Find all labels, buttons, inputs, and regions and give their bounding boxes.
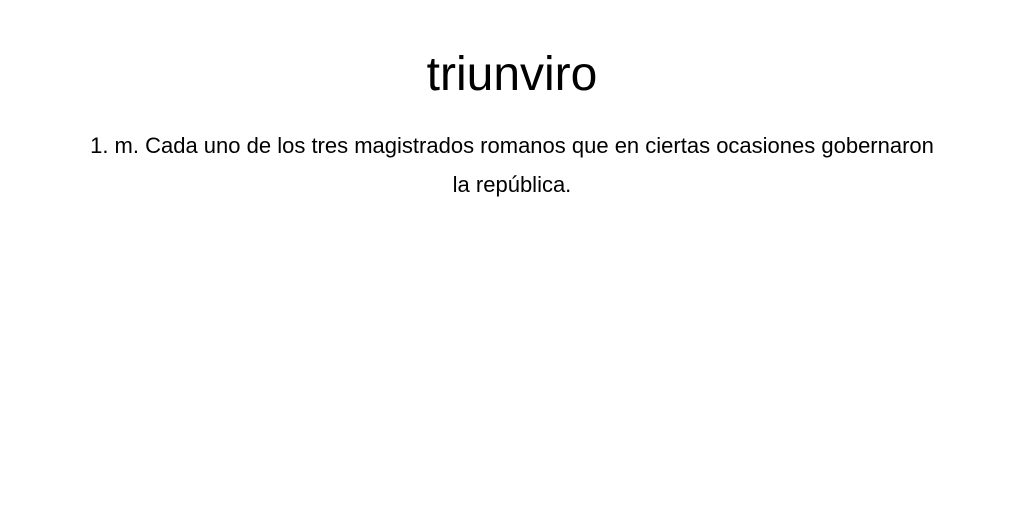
headword: triunviro bbox=[426, 48, 598, 101]
definition-1: 1. m. Cada uno de los tres magistrados romanos que en ciertas ocasiones gobernaron la república. bbox=[90, 133, 934, 197]
